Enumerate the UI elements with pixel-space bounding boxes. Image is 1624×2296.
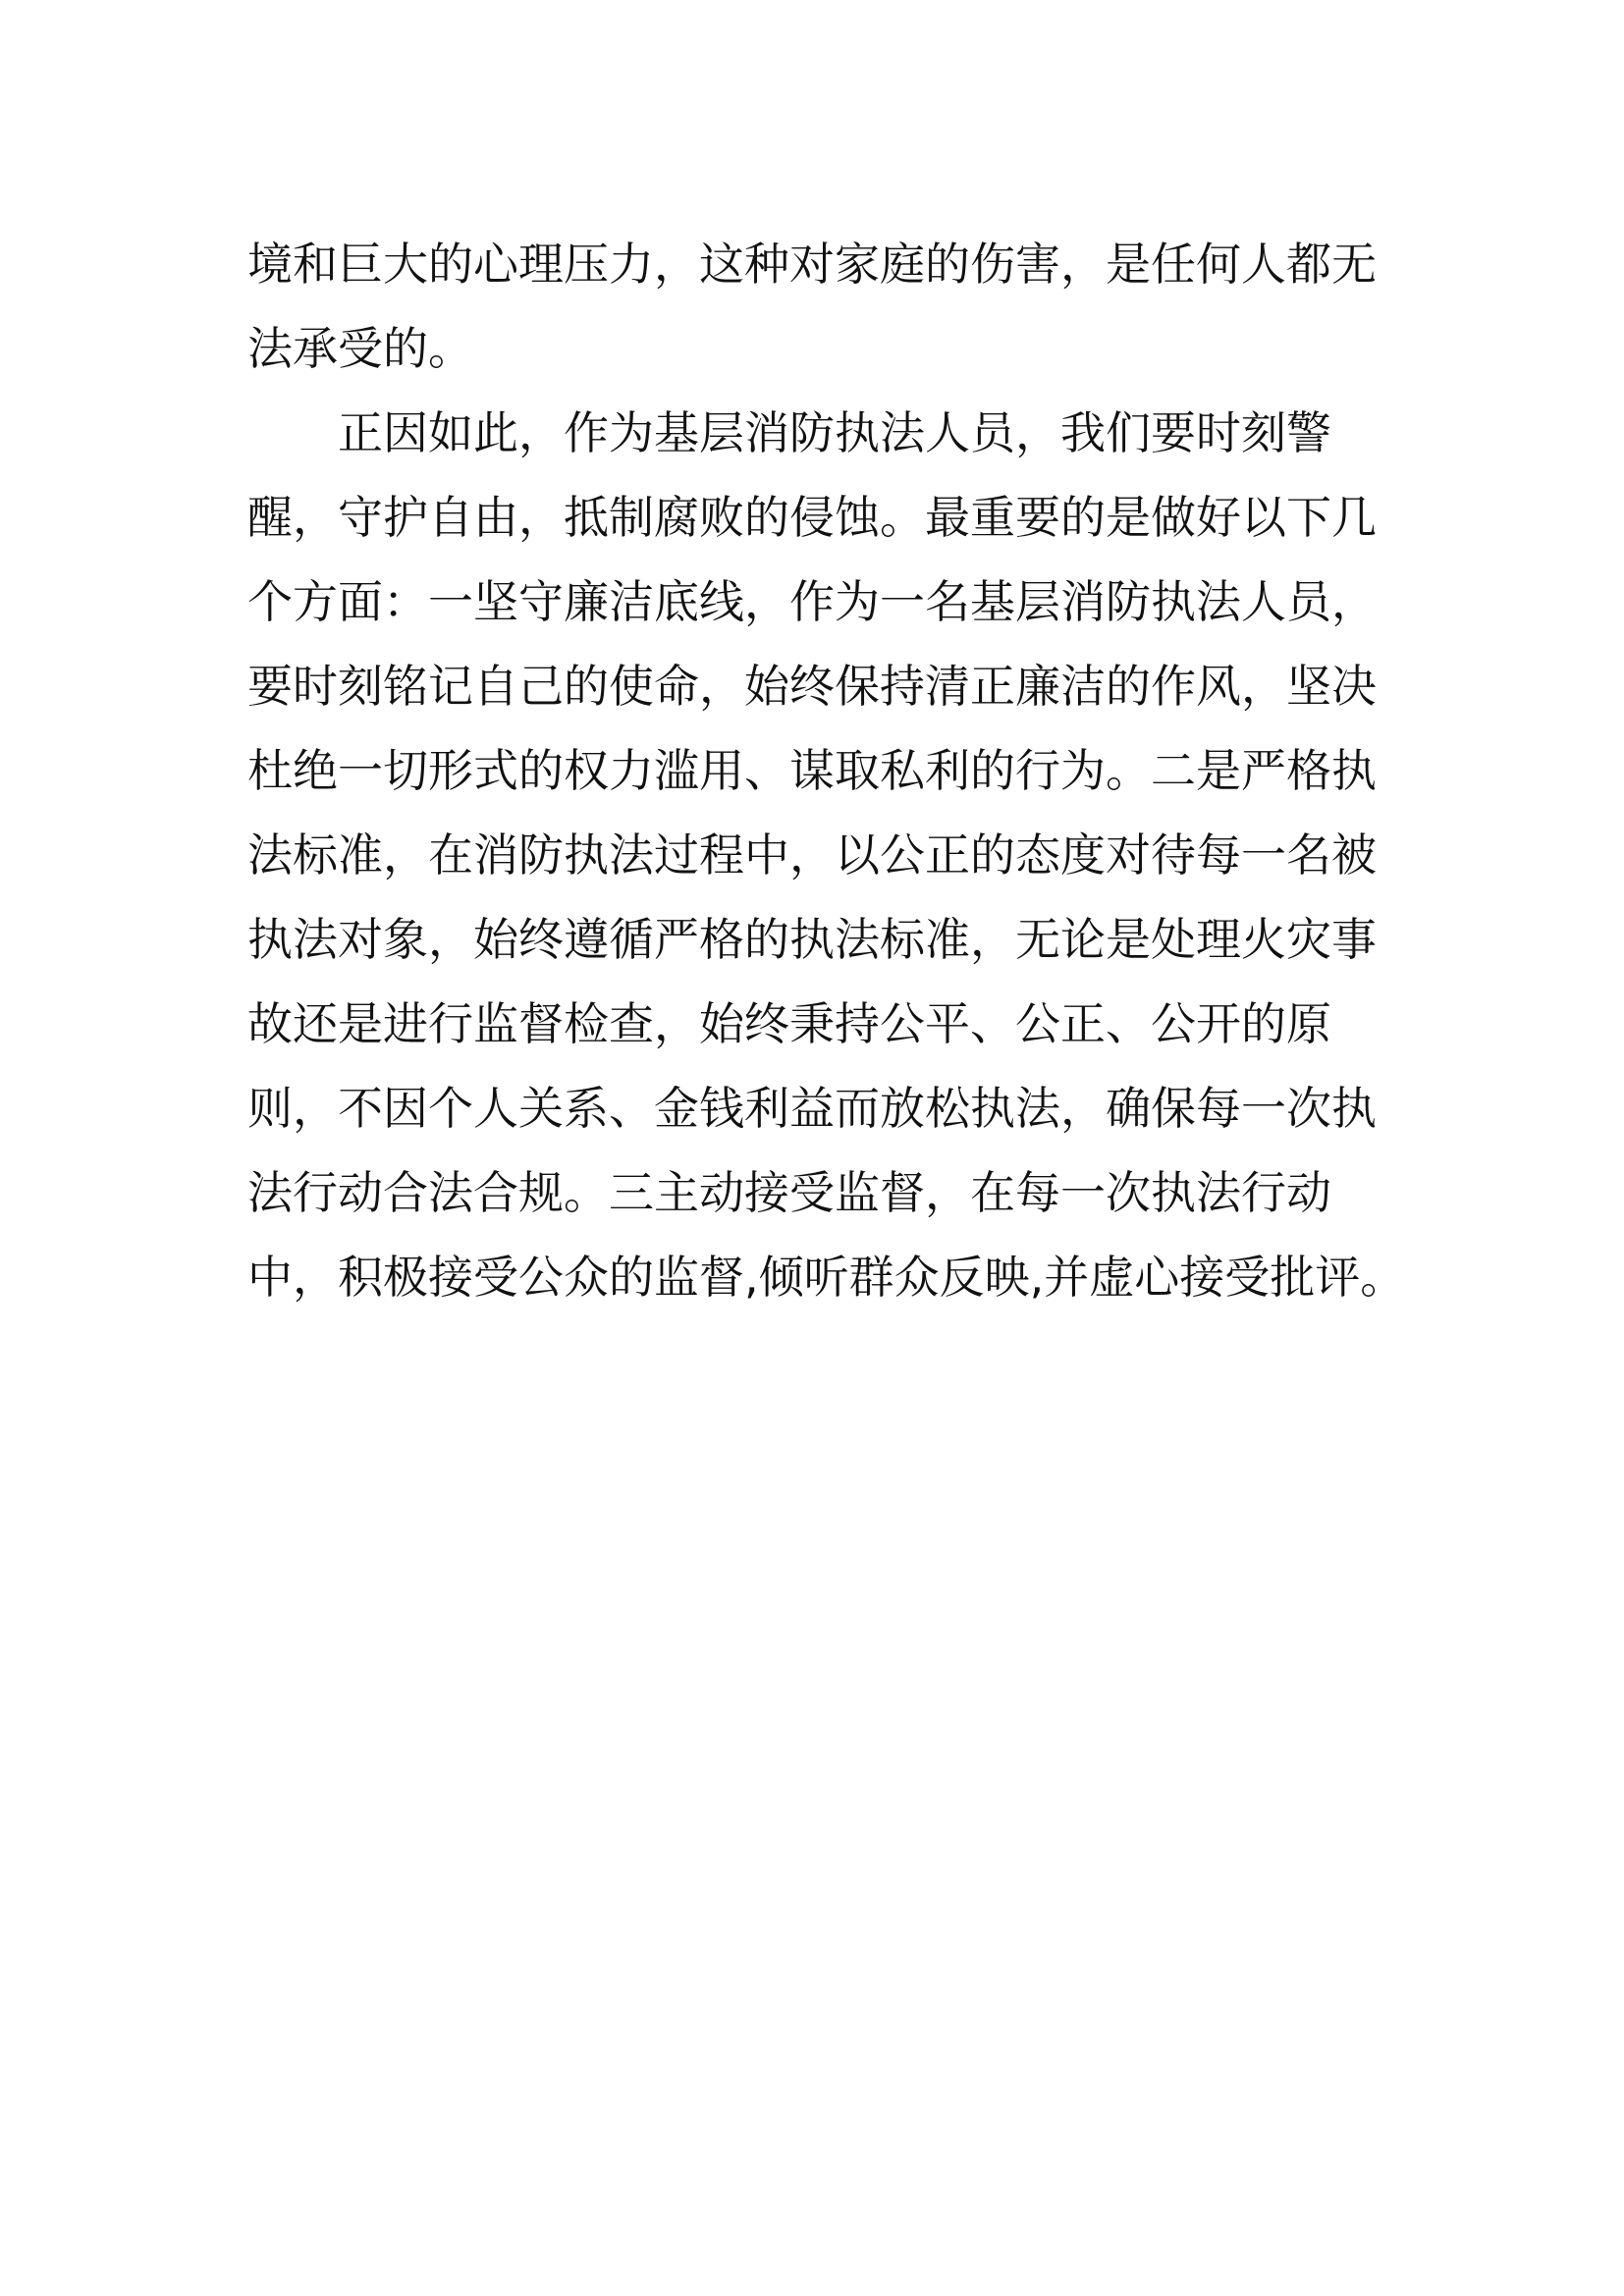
paragraph-1-line: 法承受的。 — [247, 322, 473, 375]
paragraph-2-line: 故还是进行监督检查，始终秉持公平、公正、公开的原 — [247, 997, 1331, 1050]
paragraph-2-line: 中，积极接受公众的监督,倾听群众反映,并虚心接受批评。 — [247, 1251, 1406, 1304]
paragraph-1-line: 境和巨大的心理压力，这种对家庭的伤害，是任何人都无 — [247, 238, 1377, 291]
paragraph-2 — [247, 391, 1406, 1319]
paragraph-2-line: 要时刻铭记自己的使命，始终保持清正廉洁的作风，坚决 — [247, 660, 1377, 713]
paragraph-2-line: 法标准，在消防执法过程中，以公正的态度对待每一名被 — [247, 828, 1377, 881]
paragraph-2-line: 则，不因个人关系、金钱利益而放松执法，确保每一次执 — [247, 1082, 1377, 1135]
paragraph-1 — [247, 222, 1386, 391]
paragraph-2-line: 法行动合法合规。三主动接受监督，在每一次执法行动 — [247, 1166, 1331, 1219]
paragraph-2-line: 杜绝一切形式的权力滥用、谋取私利的行为。二是严格执 — [247, 744, 1377, 797]
paragraph-2-line: 正因如此，作为基层消防执法人员，我们要时刻警 — [338, 406, 1331, 459]
paragraph-2-line: 醒，守护自由，抵制腐败的侵蚀。最重要的是做好以下几 — [247, 491, 1377, 544]
paragraph-2-line: 个方面：一坚守廉洁底线，作为一名基层消防执法人员， — [247, 575, 1377, 628]
paragraph-2-line: 执法对象，始终遵循严格的执法标准，无论是处理火灾事 — [247, 913, 1377, 966]
document-body — [247, 222, 1406, 1319]
